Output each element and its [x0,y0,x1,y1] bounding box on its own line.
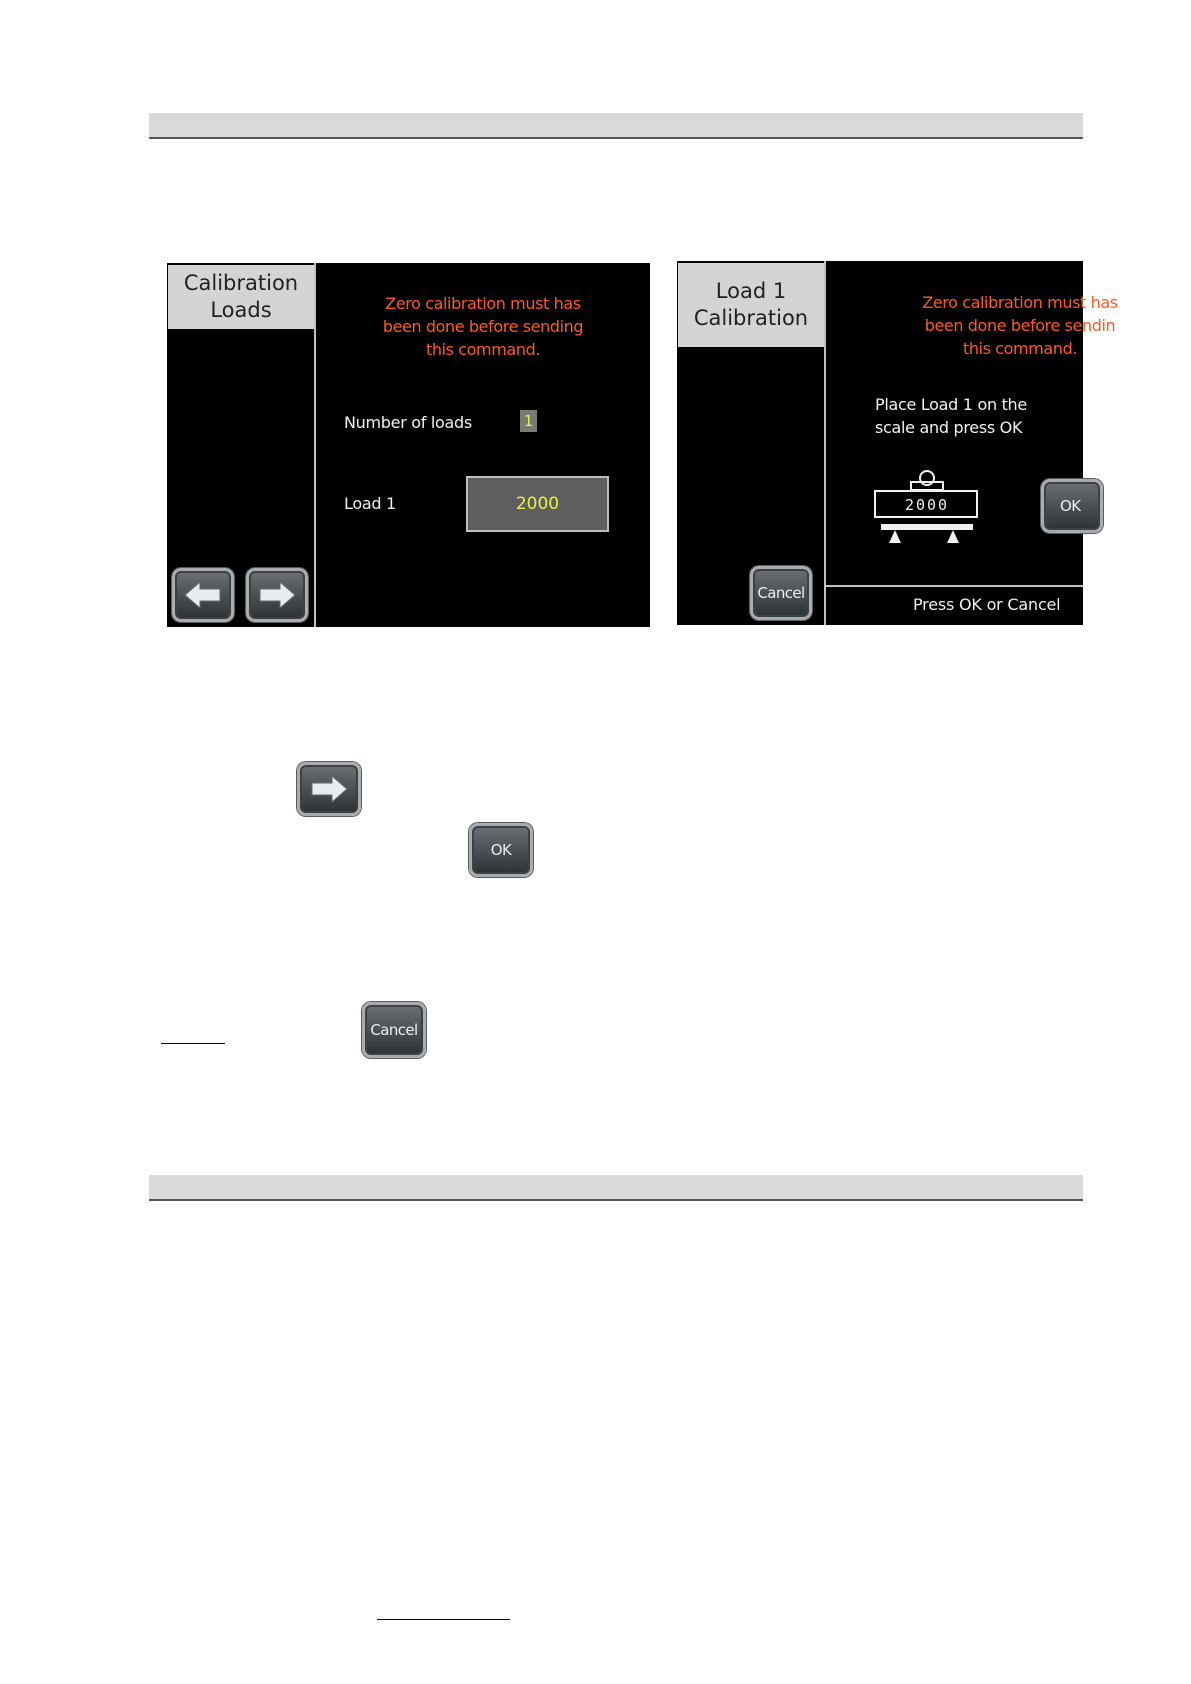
footnote-separator [377,1619,510,1620]
arrow-right-icon [309,774,349,804]
next-button[interactable] [246,568,308,622]
sidebar-title: Load 1 Calibration [678,263,824,347]
number-of-loads-field[interactable]: 1 [520,410,537,432]
section-header-bar-bottom [149,1175,1083,1201]
scale-illustration [873,468,981,552]
inline-cancel-button[interactable]: Cancel [362,1002,426,1058]
load-1-calibration-screen [677,261,1118,625]
status-divider [826,585,1083,587]
calibration-loads-screen [167,263,650,627]
arrow-right-icon [257,580,297,610]
inline-next-button[interactable] [297,762,361,816]
sidebar-title: Calibration Loads [168,265,314,329]
scale-weight-value: 2000 [904,496,950,514]
underlined-term [161,1043,225,1044]
section-header-bar-top [149,113,1083,139]
arrow-left-icon [183,580,223,610]
load-1-label: Load 1 [344,494,396,513]
ok-button[interactable]: OK [1041,479,1103,533]
previous-button[interactable] [172,568,234,622]
cancel-button[interactable]: Cancel [750,566,812,620]
zero-calibration-warning: Zero calibration must has been done before sending this command. [382,294,584,359]
status-text: Press OK or Cancel [913,595,1061,614]
sidebar-divider [824,261,826,625]
zero-calibration-warning: Zero calibration must has been done before sendin this command. [922,293,1118,358]
number-of-loads-label: Number of loads [344,413,472,432]
load-1-value-field[interactable]: 2000 [466,476,609,532]
inline-ok-button[interactable]: OK [469,823,533,877]
place-load-instruction: Place Load 1 on the scale and press OK [875,395,1027,437]
